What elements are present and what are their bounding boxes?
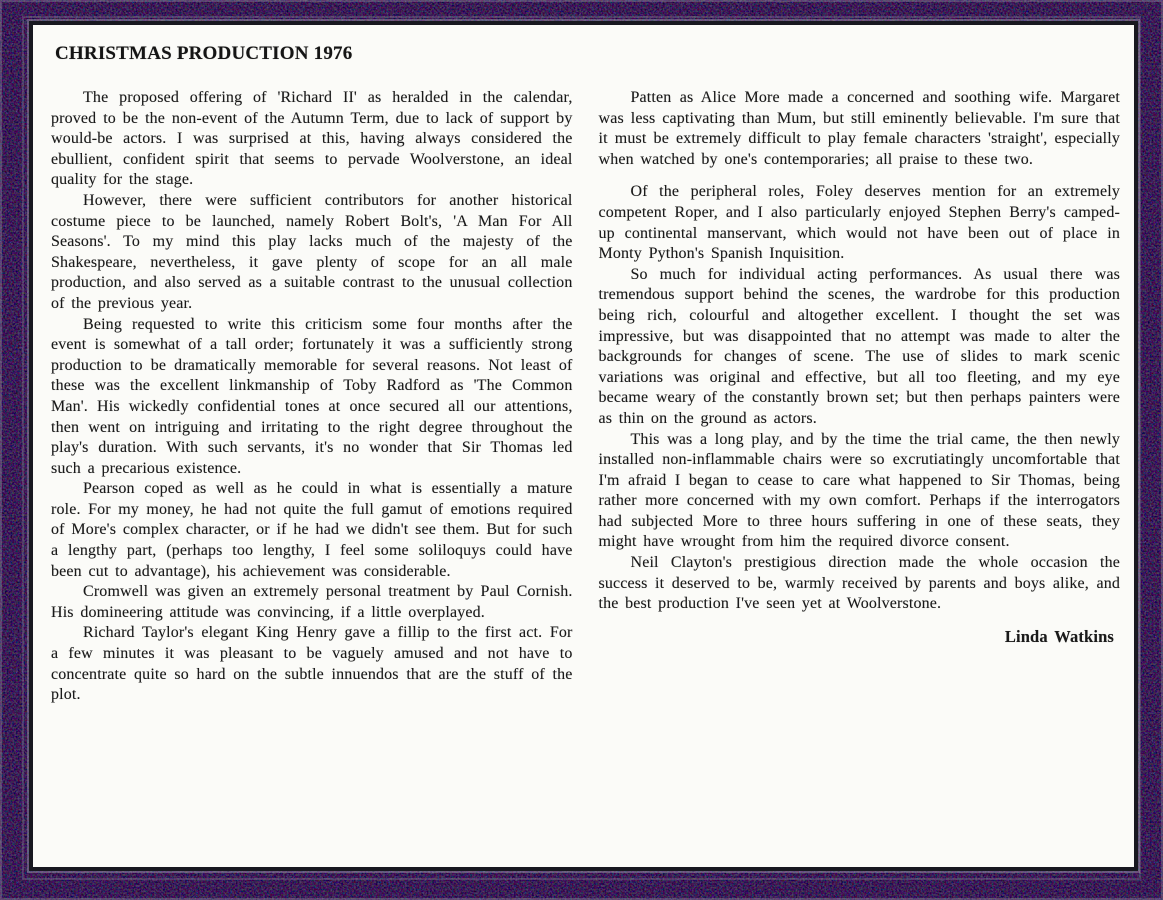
page-title: CHRISTMAS PRODUCTION 1976 [55,43,353,64]
paragraph: Pearson coped as well as he could in what is essentially a mature role. For my money, he had not quite the full gamut of emotions required of More's complex character, or if he had we didn't see them. But for such a lengthy part, (perhaps too lengthy, I feel some soliloquys could have been cut to advantage), his achievement was considerable. [51,480,573,580]
right-column [599,88,1121,706]
paragraph: Being requested to write this criticism some four months after the event is somewhat of a tall order; fortunately it was a sufficiently strong production to be dramatically memorable for several reasons. Not least of these was the excellent linkmanship of Toby Radford as 'The Common Man'. His wickedly confidential tones at once secured all our attentions, then went on intriguing and irritating to the right degree throughout the play's duration. With such servants, it's no wonder that Sir Thomas led such a precarious existence. [51,315,573,477]
two-column-text-body [51,88,1120,706]
paragraph: Of the peripheral roles, Foley deserves mention for an extremely competent Roper, and I also particularly enjoyed Stephen Berry's camped-up continental manservant, which would not have been out of place in Monty Python's Spanish Inquisition. [598,183,1120,263]
author-signature: Linda Watkins [1004,626,1114,646]
paragraph: Patten as Alice More made a concerned and soothing wife. Margaret was less captivating than Mum, but still eminently believable. I'm sure that it must be extremely difficult to play female characters 'straight', especially when watched by one's contemporaries; all praise to these two. [598,89,1120,168]
left-column [51,88,573,706]
paragraph: Cromwell was given an extremely personal treatment by Paul Cornish. His domineering attitude was convincing, if a little overplayed. [51,583,573,621]
right-column-paragraphs [599,88,1121,615]
paragraph: However, there were sufficient contributors for another historical costume piece to be launched, namely Robert Bolt's, 'A Man For All Seasons'. To my mind this play lacks much of the majesty of the Shakespeare, nevertheless, it gave plenty of scope for an all male production, and also served as a suitable contrast to the unusual collection of the previous year. [51,191,573,312]
paragraph: This was a long play, and by the time the trial came, the then newly installed non-inflammable chairs were so excrutiatingly uncomfortable that I'm afraid I began to cease to care what happened to Sir Thomas, being rather more concerned with my own comfort. Perhaps if the interrogators had subjected More to three hours suffering in one of these seats, they might have wrought from him the required divorce consent. [598,430,1120,551]
paragraph: Neil Clayton's prestigious direction made the whole occasion the success it deserved to be, warmly received by parents and boys alike, and the best production I've seen yet at Woolverstone. [598,554,1120,613]
paragraph: Richard Taylor's elegant King Henry gave a fillip to the first act. For a few minutes it was pleasant to be vaguely amused and not have to concentrate quite so hard on the subtle innuendos that are the stuff of the plot. [51,624,573,704]
paragraph: The proposed offering of 'Richard II' as heralded in the calendar, proved to be the non-event of the Autumn Term, due to lack of support by would-be actors. I was surprised at this, having always considered the ebullient, confident spirit that seems to pervade Woolverstone, an ideal quality for the stage. [51,89,573,189]
document-page [29,21,1138,871]
paragraph: So much for individual acting performances. As usual there was tremendous support behind the scenes, the wardrobe for this production being rich, colourful and altogether excellent. I thought the set was impressive, but was disappointed that no attempt was made to alter the backgrounds for changes of scene. The use of slides to mark scenic variations was original and effective, but all too fleeting, and my eye became weary of the constantly brown set; but then perhaps painters were as thin on the ground as actors. [598,265,1120,427]
